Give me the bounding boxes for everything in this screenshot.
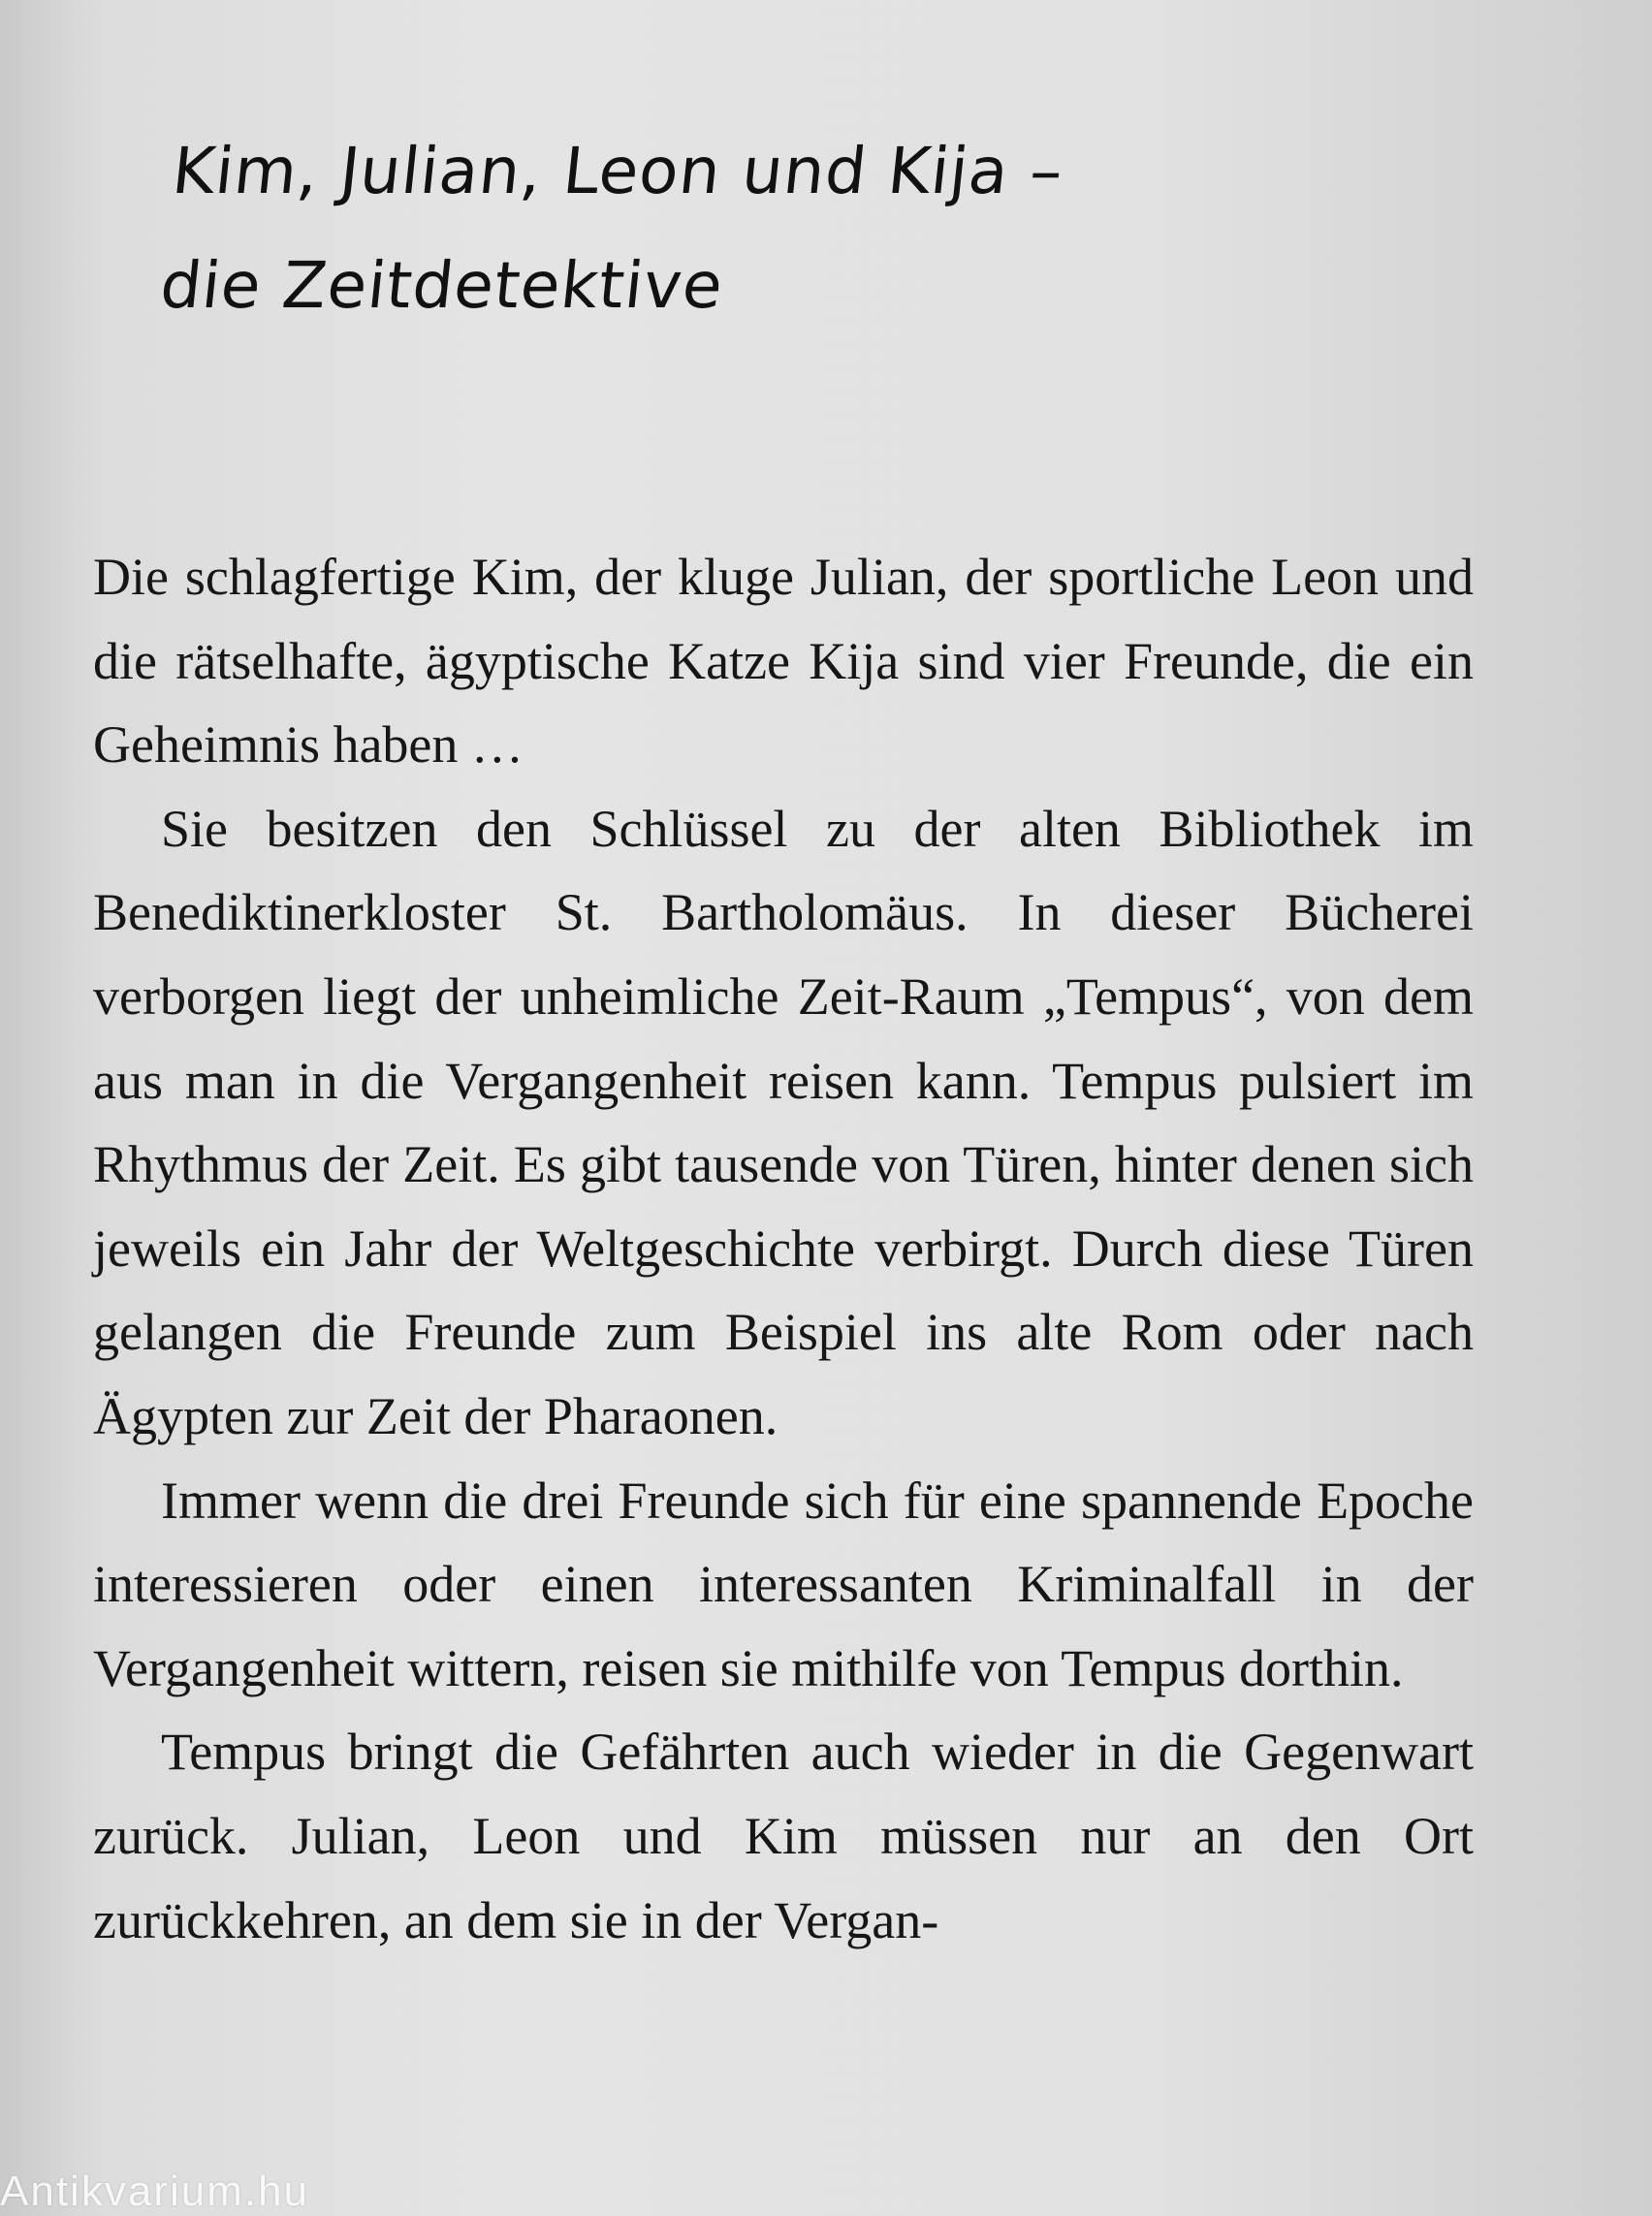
paragraph-4: Tempus bringt die Gefährten auch wieder in die Gegenwart zurück. Julian, Leon und Kim müssen nur an den Ort zurückkehren, an dem sie in der Vergan- — [93, 1723, 1474, 1949]
paragraph-1: Die schlagfertige Kim, der kluge Julian, der sportliche Leon und die rätselhafte, ägyptische Katze Kija sind vier Freunde, die ein Geheimnis haben … — [93, 548, 1474, 775]
chapter-title — [155, 114, 1343, 343]
chapter-title-line-1: Kim, Julian, Leon und Kija – — [169, 134, 1067, 208]
paragraph-3: Immer wenn die drei Freunde sich für eine spannende Epoche interessieren oder einen interessanten Kriminalfall in der Vergangenheit wittern, reisen sie mithilfe von Tempus dorthin. — [93, 1471, 1474, 1697]
paragraph-2: Sie besitzen den Schlüssel zu der alten Bibliothek im Benediktinerkloster St. Bartholomäus. In dieser Bücherei verborgen liegt der unheimliche Zeit-Raum „Tempus“, von dem aus man in die Vergangenheit reisen kann. Tempus pulsiert im Rhythmus der Zeit. Es gibt tausende von Türen, hinter denen sich jeweils ein Jahr der Weltgeschichte verbirgt. Durch diese Türen gelangen die Freunde zum Beispiel ins alte Rom oder nach Ägypten zur Zeit der Pharaonen. — [93, 799, 1474, 1445]
watermark: Antikvarium.hu — [0, 2168, 310, 2215]
body-text — [93, 535, 1474, 1962]
chapter-title-line-2: die Zeitdetektive — [156, 248, 727, 323]
